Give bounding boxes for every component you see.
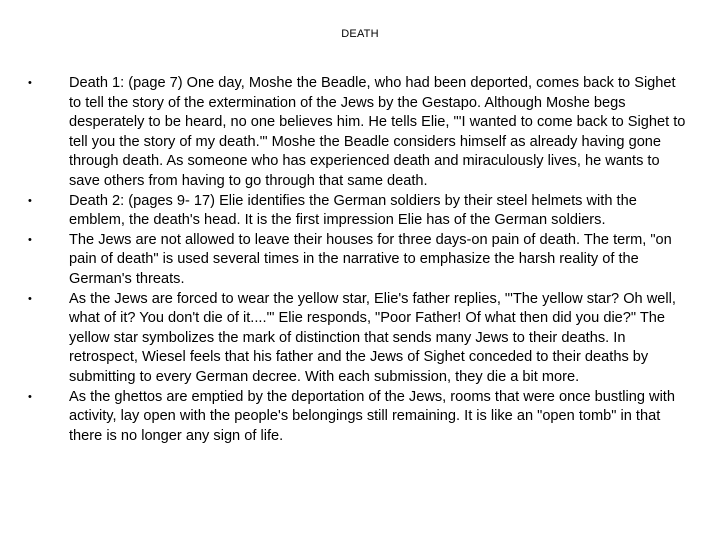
bullet-text: As the Jews are forced to wear the yellow star, Elie's father replies, "'The yellow star? Oh well, what of it? You don't die of it....'" Elie responds, "Poor Father! Of what then did you die?" The yellow star symbolizes the mark of distinction that sends many Jews to their deaths. In retrospect, Wiesel feels that his father and the Jews of Sighet conceded to their deaths by submitting to every German decree. With each submission, they die a bit more. [69, 290, 676, 385]
bullet-item-death-2 [28, 192, 688, 231]
bullet-icon: • [28, 390, 32, 403]
bullet-item-yellow-star [28, 290, 688, 388]
bullet-text: As the ghettos are emptied by the deportation of the Jews, rooms that were once bustling with activity, lay open with the people's belongings still remaining. It is like an "open tomb" in that there is no longer any sign of life. [69, 388, 675, 444]
bullet-item-pain-of-death [28, 231, 688, 290]
bullet-list [28, 74, 688, 446]
bullet-icon: • [28, 292, 32, 305]
bullet-icon: • [28, 194, 32, 207]
bullet-page-ref: (page 7) [128, 75, 183, 91]
bullet-icon: • [28, 77, 32, 89]
bullet-icon: • [28, 233, 32, 246]
bullet-text: The Jews are not allowed to leave their houses for three days-on pain of death. The term, "on pain of death" is used several times in the narrative to emphasize the harsh reality of the German's threats. [69, 231, 672, 287]
bullet-item-open-tomb [28, 388, 688, 447]
bullet-text: One day, Moshe the Beadle, who had been deported, comes back to Sighet to tell the story of the extermination of the Jews by the Gestapo. Although Moshe begs desperately to be heard, no one believes him. He tells Elie, "'I wanted to come back to Sighet to tell you the story of my death.'" Moshe the Beadle considers himself as already having gone through death. As someone who has experienced death and miraculously lives, he wants to save others from having to go through that same death. [69, 75, 686, 189]
bullet-text: Death 2: (pages 9- 17) Elie identifies the German soldiers by their steel helmets with the emblem, the death's head. It is the first impression Elie has of the German soldiers. [69, 192, 637, 229]
bullet-item-death-1 [28, 74, 688, 192]
bullet-lead: Death 1: [69, 75, 129, 91]
slide-title: DEATH [341, 28, 379, 40]
